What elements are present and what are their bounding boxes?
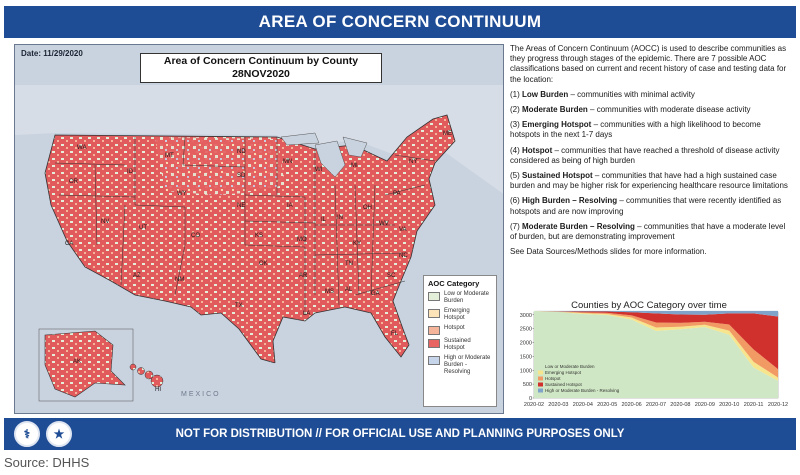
legend-item [428,355,492,376]
chart-legend-label: Emerging Hotspot [545,370,582,375]
state-label-il: IL [321,217,327,223]
state-label-co: CO [191,233,200,239]
map-title-line2: 28NOV2020 [232,68,290,80]
state-label-nd: ND [237,149,246,155]
chart-x-tick-label: 2020-06 [621,402,642,408]
footer-text: NOT FOR DISTRIBUTION // FOR OFFICIAL USE AND PLANNING PURPOSES ONLY [175,428,625,440]
state-label-ga: GA [371,291,380,297]
chart-x-tick-label: 2020-02 [523,402,545,408]
map-date: Date: 11/29/2020 [21,49,83,58]
state-label-fl: FL [391,331,399,337]
state-label-ut: UT [139,225,147,231]
state-label-va: VA [399,227,407,233]
chart-legend-label: Low or Moderate Burden [545,364,595,369]
state-label-az: AZ [133,273,141,279]
mexico-label: MEXICO [181,391,221,398]
chart-x-tick-label: 2020-09 [694,402,715,408]
map-legend [423,275,497,407]
state-label-nv: NV [101,219,110,225]
description-item: (3) Emerging Hotspot – communities with a high likelihood to become hotspots in the next 1-7 days [510,120,761,140]
legend-title: AOC Category [428,279,480,288]
chart-y-tick-label: 2000 [519,340,532,347]
aoc-chart [510,300,788,412]
state-label-pa: PA [393,191,401,197]
chart-x-tick-label: 2020-11 [743,402,764,408]
chart-legend-swatch [538,365,543,369]
state-label-tx: TX [235,303,243,309]
legend-item [428,325,492,335]
chart-x-tick-label: 2020-12 [767,402,788,408]
chart-x-tick-label: 2020-10 [719,402,740,408]
legend-swatch [428,339,440,348]
state-label-ne: NE [237,203,246,209]
chart-legend-swatch [538,371,543,375]
legend-swatch [428,292,440,301]
legend-label: High or Moderate Burden - Resolving [444,355,491,375]
legend-label: Low or Moderate Burden [444,291,490,304]
state-label-ok: OK [259,261,268,267]
state-label-ky: KY [353,241,362,247]
chart-y-tick-label: 0 [528,396,532,402]
description-intro: The Areas of Concern Continuum (AOCC) is used to describe communities as they progress through stages of the epidemic. There are 7 possible AOC classifications based on current and recent history of case and testing data for the location: [510,44,787,84]
alaska-shape [45,331,125,397]
map-title [140,53,382,83]
state-label-hi: HI [155,387,161,393]
chart-legend-swatch [538,389,543,393]
legend-label: Hotspot [444,325,465,331]
state-label-me: ME [443,131,452,137]
chart-x-tick-label: 2020-07 [645,402,667,408]
legend-item [428,308,492,322]
map-title-line1: Area of Concern Continuum by County [163,55,359,67]
state-label-mt: MT [165,153,174,159]
description-item: (6) High Burden – Resolving – communities that were recently identified as hotspots and are now improving [510,196,782,216]
state-label-ia: IA [287,203,293,209]
hawaii-islands [130,364,163,387]
state-label-wv: WV [379,221,389,227]
chart-x-tick-label: 2020-04 [572,402,593,408]
chart-y-tick-label: 1500 [519,354,532,361]
legend-label: Sustained Hotspot [444,338,471,351]
chart-x-tick-label: 2020-08 [670,402,691,408]
chart-y-tick-label: 2500 [519,326,532,333]
description-item: (4) Hotspot – communities that have reached a threshold of disease activity considered as being of high burden [510,145,780,165]
state-label-or: OR [69,179,78,185]
description-item: (2) Moderate Burden – communities with moderate disease activity [510,105,751,115]
chart-legend-label: High or Moderate Burden - Resolving [545,388,620,393]
state-label-id: ID [127,169,133,175]
state-label-wy: WY [177,191,187,197]
chart-title: Counties by AOC Category over time [571,300,727,311]
dhs-seal-icon: ★ [46,421,72,447]
chart-y-tick-label: 3000 [519,312,532,319]
legend-swatch [428,309,440,318]
chart-x-tick-label: 2020-03 [548,402,569,408]
legend-label: Emerging Hotspot [444,308,470,321]
state-label-sd: SD [237,173,246,179]
footer-seals [14,421,72,447]
description-item: (1) Low Burden – communities with minimal activity [510,89,695,99]
chart-legend-swatch [538,377,543,381]
map-panel [14,44,504,414]
state-label-ar: AR [299,273,308,279]
description-outro: See Data Sources/Methods slides for more information. [510,247,707,257]
page-title: AREA OF CONCERN CONTINUUM [4,6,796,38]
chart-legend-swatch [538,383,543,387]
description-panel [510,44,790,262]
state-label-wi: WI [315,167,323,173]
state-label-mi: MI [351,163,358,169]
state-label-nc: NC [399,253,408,259]
slide-frame [4,6,796,450]
state-label-sc: SC [387,273,396,279]
state-label-mn: MN [283,159,293,165]
state-label-al: AL [345,287,353,293]
description-item: (5) Sustained Hotspot – communities that have had a high sustained case burden and may be higher risk for experiencing healthcare resource limitations [510,171,788,191]
state-label-tn: TN [345,261,353,267]
source-caption: Source: DHHS [4,455,90,470]
description-item: (7) Moderate Burden – Resolving – communities that have a moderate level of burden, but are demonstrating improvement [510,221,786,242]
state-label-nm: NM [175,277,185,283]
state-label-la: LA [303,311,311,317]
state-label-oh: OH [363,205,372,211]
chart-y-tick-label: 500 [522,382,532,389]
chart-svg [510,300,788,412]
legend-item [428,338,492,352]
chart-y-tick-label: 1000 [519,368,532,375]
state-label-ks: KS [255,233,264,239]
footer-banner [4,418,796,450]
state-label-mo: MO [297,237,307,243]
state-label-ca: CA [65,241,74,247]
hhs-seal-icon: ⚕ [14,421,40,447]
chart-x-tick-label: 2020-05 [597,402,618,408]
state-label-ak: AK [73,359,82,365]
chart-legend-label: Sustained Hotspot [545,382,582,387]
state-label-ny: NY [409,159,418,165]
state-label-in: IN [337,215,343,221]
chart-legend-label: Hotspot [545,376,561,381]
legend-item [428,291,492,305]
legend-swatch [428,326,440,335]
state-label-ms: MS [325,289,334,295]
legend-swatch [428,356,440,365]
state-label-wa: WA [77,145,87,151]
